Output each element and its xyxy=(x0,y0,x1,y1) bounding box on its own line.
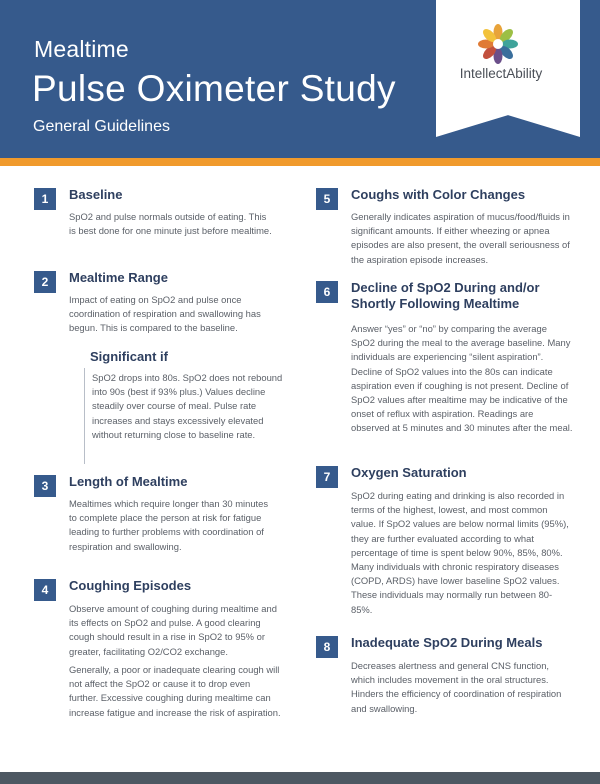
section-5-badge: 5 xyxy=(316,188,338,210)
section-5-title: Coughs with Color Changes xyxy=(351,187,526,202)
section-1-badge: 1 xyxy=(34,188,56,210)
header-subtitle: Mealtime xyxy=(34,36,129,62)
significant-if-body: SpO2 drops into 80s. SpO2 does not rebound into 90s (best if 93% plus.) Values decline steadily over course of meal. Pulse rate increases and stays excessively elevated without returning close to baseline rate. xyxy=(92,372,283,440)
section-6-title: Decline of SpO2 During and/or Shortly Following Mealtime xyxy=(351,280,540,311)
section-8-title: Inadequate SpO2 During Meals xyxy=(351,635,543,650)
section-4-body-continued: Generally, a poor or inadequate clearing cough will not affect the SpO2 or cause it to drop even further. Excessive coughing during mealtime can increase fatigue and increase the risk of aspiration. xyxy=(69,664,281,718)
section-7-badge: 7 xyxy=(316,466,338,488)
section-3-title: Length of Mealtime xyxy=(69,474,188,489)
significant-if-heading: Significant if xyxy=(90,349,168,364)
section-2-body: Impact of eating on SpO2 and pulse once coordination of respiration and swallowing has begun. This is compared to the baseline. xyxy=(69,294,261,334)
section-1-title: Baseline xyxy=(69,187,123,202)
logo-text: IntellectAbility xyxy=(459,66,543,81)
section-5-body: Generally indicates aspiration of mucus/food/fluids in significant amounts. If either wheezing or apnea episodes are also present, the overall seriousness of the aspiration episode increases. xyxy=(351,211,570,265)
section-8-badge: 8 xyxy=(316,636,338,658)
flower-mark-icon xyxy=(476,22,520,66)
section-2-badge: 2 xyxy=(34,271,56,293)
header-accent-stripe xyxy=(0,158,600,166)
page-title: Pulse Oximeter Study xyxy=(32,68,396,109)
section-4-badge: 4 xyxy=(34,579,56,601)
section-6-body: Answer “yes” or “no” by comparing the average SpO2 during the meal to the average baseline. Many individuals are experiencing “silent aspiration”. Decline of SpO2 values into the 80s can indicate aspiration even if coughing is not present. Decline of SpO2 values after mealtime may be indicative of the onset of reflux with aspiration. Readings are observed at 5 minutes and 30 minutes after the meal. xyxy=(351,323,573,434)
section-6-badge: 6 xyxy=(316,281,338,303)
section-7-body: SpO2 during eating and drinking is also recorded in terms of the highest, lowest, and most common value. If SpO2 values are below normal limits (95%), they are further evaluated according to what percentage of time is spent below 90%, 85%, 80%. Many individuals with chronic respiratory diseases (COPD, ARDS) have lower baseline SpO2 values. These individuals may normally run between 80-85%. xyxy=(351,490,569,615)
section-2-title: Mealtime Range xyxy=(69,270,168,285)
section-3-badge: 3 xyxy=(34,475,56,497)
section-7-title: Oxygen Saturation xyxy=(351,465,467,480)
section-4-body: Observe amount of coughing during mealtime and its effects on SpO2 and pulse. A good clearing cough should result in a rise in SpO2 to 95% or greater, facilitating O2/CO2 exchange. xyxy=(69,603,277,657)
section-4-title: Coughing Episodes xyxy=(69,578,192,593)
footer-bar xyxy=(0,772,600,784)
section-1-body: SpO2 and pulse normals outside of eating. This is best done for one minute just before mealtime. xyxy=(69,211,272,237)
header-guidelines: General Guidelines xyxy=(33,118,170,135)
section-3-body: Mealtimes which require longer than 30 minutes to complete place the person at risk for fatigue leading to further problems with coordination of respiration and swallowing. xyxy=(69,498,269,552)
section-8-body: Decreases alertness and general CNS function, which includes movement in the oral structures. Hinders the efficiency of coordination of respiration and swallowing. xyxy=(351,660,562,714)
